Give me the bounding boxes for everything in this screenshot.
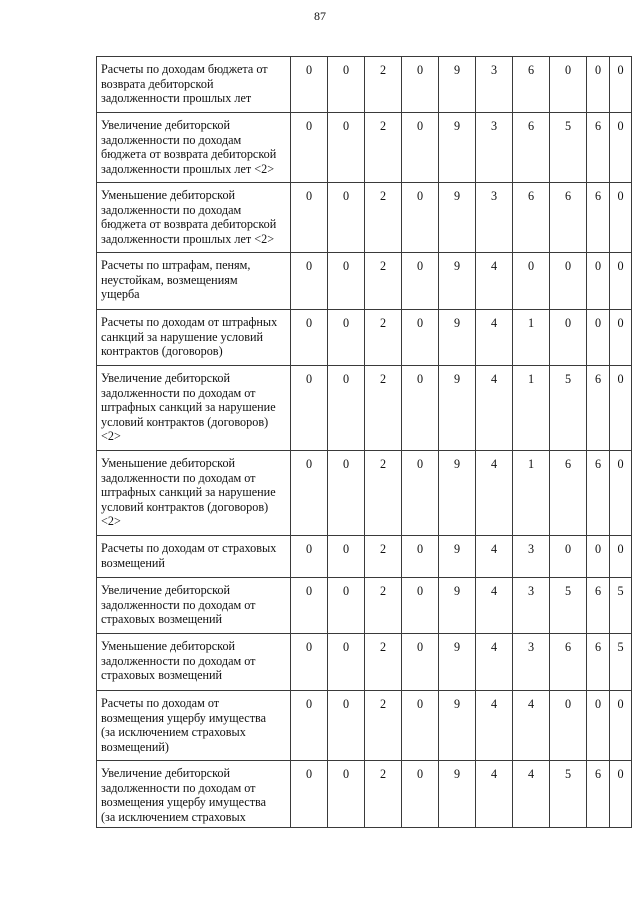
row-description: Увеличение дебиторской задолженности по доходам от штрафных санкций за нарушение условий контрактов (договоров) <2> [97,366,291,451]
code-digit-cell: 6 [587,451,610,536]
code-digit-cell: 2 [365,253,402,310]
code-digit-cell: 0 [550,253,587,310]
code-digit-cell: 0 [291,691,328,761]
code-digit-cell: 0 [610,366,632,451]
table-row [97,57,632,113]
code-digit-cell: 0 [402,183,439,253]
code-digit-cell: 9 [439,578,476,634]
code-digit-cell: 9 [439,536,476,578]
code-digit-cell: 0 [328,183,365,253]
code-digit-cell: 6 [550,183,587,253]
code-digit-cell: 4 [513,691,550,761]
code-digit-cell: 6 [587,366,610,451]
code-digit-cell: 9 [439,451,476,536]
table-row [97,761,632,828]
code-digit-cell: 4 [476,366,513,451]
code-digit-cell: 2 [365,451,402,536]
code-digit-cell: 2 [365,536,402,578]
code-digit-cell: 0 [328,451,365,536]
row-description: Уменьшение дебиторской задолженности по доходам от штрафных санкций за нарушение условий контрактов (договоров) <2> [97,451,291,536]
code-digit-cell: 1 [513,310,550,366]
code-digit-cell: 2 [365,366,402,451]
code-digit-cell: 9 [439,253,476,310]
code-digit-cell: 0 [328,536,365,578]
code-digit-cell: 0 [328,113,365,183]
code-digit-cell: 0 [328,761,365,828]
page-number: 87 [314,9,326,23]
code-digit-cell: 0 [328,691,365,761]
code-digit-cell: 0 [550,536,587,578]
code-digit-cell: 0 [587,691,610,761]
code-digit-cell: 0 [291,536,328,578]
code-digit-cell: 0 [402,57,439,113]
code-digit-cell: 0 [402,253,439,310]
code-digit-cell: 5 [550,366,587,451]
code-digit-cell: 0 [402,761,439,828]
code-digit-cell: 9 [439,57,476,113]
code-digit-cell: 3 [476,183,513,253]
code-digit-cell: 2 [365,578,402,634]
code-digit-cell: 6 [513,183,550,253]
code-digit-cell: 0 [550,57,587,113]
code-digit-cell: 0 [328,253,365,310]
code-digit-cell: 1 [513,451,550,536]
code-digit-cell: 4 [476,451,513,536]
row-description: Увеличение дебиторской задолженности по доходам от страховых возмещений [97,578,291,634]
code-digit-cell: 0 [610,691,632,761]
code-digit-cell: 2 [365,761,402,828]
code-digit-cell: 0 [402,578,439,634]
code-digit-cell: 0 [550,310,587,366]
code-digit-cell: 5 [610,578,632,634]
code-digit-cell: 9 [439,183,476,253]
code-digit-cell: 0 [610,57,632,113]
code-digit-cell: 9 [439,691,476,761]
code-digit-cell: 4 [513,761,550,828]
code-digit-cell: 6 [587,113,610,183]
code-digit-cell: 0 [291,113,328,183]
table-row [97,183,632,253]
code-digit-cell: 4 [476,536,513,578]
code-digit-cell: 6 [587,183,610,253]
code-digit-cell: 0 [328,310,365,366]
code-digit-cell: 0 [402,451,439,536]
code-digit-cell: 2 [365,691,402,761]
code-digit-cell: 6 [550,634,587,691]
code-digit-cell: 9 [439,761,476,828]
code-digit-cell: 0 [291,183,328,253]
code-digit-cell: 0 [610,536,632,578]
code-digit-cell: 6 [550,451,587,536]
table-row [97,578,632,634]
code-digit-cell: 6 [587,578,610,634]
code-digit-cell: 0 [587,536,610,578]
code-digit-cell: 2 [365,310,402,366]
code-digit-cell: 6 [587,634,610,691]
code-digit-cell: 0 [402,691,439,761]
code-digit-cell: 0 [291,253,328,310]
code-digit-cell: 0 [328,634,365,691]
code-digit-cell: 6 [587,761,610,828]
row-description: Уменьшение дебиторской задолженности по доходам от страховых возмещений [97,634,291,691]
row-description: Расчеты по доходам бюджета от возврата дебиторской задолженности прошлых лет [97,57,291,113]
code-digit-cell: 0 [402,366,439,451]
code-digit-cell: 3 [513,634,550,691]
code-digit-cell: 3 [476,113,513,183]
code-digit-cell: 1 [513,366,550,451]
code-digit-cell: 4 [476,691,513,761]
code-digit-cell: 2 [365,57,402,113]
code-digit-cell: 0 [291,451,328,536]
code-digit-cell: 0 [291,578,328,634]
code-digit-cell: 2 [365,634,402,691]
code-digit-cell: 0 [291,57,328,113]
table-row [97,366,632,451]
code-digit-cell: 4 [476,761,513,828]
code-digit-cell: 0 [610,451,632,536]
code-digit-cell: 0 [291,310,328,366]
code-digit-cell: 0 [291,761,328,828]
code-digit-cell: 0 [328,578,365,634]
code-digit-cell: 0 [610,183,632,253]
code-digit-cell: 0 [610,310,632,366]
code-digit-cell: 0 [587,310,610,366]
code-digit-cell: 0 [610,253,632,310]
code-digit-cell: 3 [513,578,550,634]
code-digit-cell: 0 [610,113,632,183]
code-digit-cell: 0 [550,691,587,761]
code-digit-cell: 0 [513,253,550,310]
code-digit-cell: 0 [402,310,439,366]
row-description: Уменьшение дебиторской задолженности по доходам бюджета от возврата дебиторской задолженности прошлых лет <2> [97,183,291,253]
code-digit-cell: 6 [513,113,550,183]
code-digit-cell: 0 [587,57,610,113]
row-description: Расчеты по штрафам, пеням, неустойкам, возмещениям ущерба [97,253,291,310]
table-row [97,536,632,578]
row-description: Увеличение дебиторской задолженности по доходам от возмещения ущербу имущества (за исключением страховых [97,761,291,828]
code-digit-cell: 3 [476,57,513,113]
account-codes-table [96,56,632,828]
code-digit-cell: 9 [439,310,476,366]
code-digit-cell: 0 [402,536,439,578]
table-row [97,310,632,366]
code-digit-cell: 0 [402,634,439,691]
table-row [97,113,632,183]
code-digit-cell: 5 [550,113,587,183]
row-description: Расчеты по доходам от штрафных санкций за нарушение условий контрактов (договоров) [97,310,291,366]
table-row [97,253,632,310]
table-row [97,634,632,691]
table-row [97,451,632,536]
code-digit-cell: 4 [476,253,513,310]
row-description: Увеличение дебиторской задолженности по доходам бюджета от возврата дебиторской задолженности прошлых лет <2> [97,113,291,183]
code-digit-cell: 0 [610,761,632,828]
code-digit-cell: 9 [439,634,476,691]
code-digit-cell: 6 [513,57,550,113]
code-digit-cell: 9 [439,113,476,183]
row-description: Расчеты по доходам от возмещения ущербу имущества (за исключением страховых возмещений) [97,691,291,761]
code-digit-cell: 0 [328,366,365,451]
code-digit-cell: 2 [365,113,402,183]
code-digit-cell: 0 [402,113,439,183]
code-digit-cell: 5 [610,634,632,691]
code-digit-cell: 5 [550,761,587,828]
code-digit-cell: 0 [291,634,328,691]
code-digit-cell: 0 [587,253,610,310]
code-digit-cell: 5 [550,578,587,634]
code-digit-cell: 2 [365,183,402,253]
code-digit-cell: 4 [476,310,513,366]
code-digit-cell: 4 [476,634,513,691]
table-row [97,691,632,761]
code-digit-cell: 0 [291,366,328,451]
code-digit-cell: 9 [439,366,476,451]
code-digit-cell: 4 [476,578,513,634]
row-description: Расчеты по доходам от страховых возмещений [97,536,291,578]
code-digit-cell: 3 [513,536,550,578]
code-digit-cell: 0 [328,57,365,113]
